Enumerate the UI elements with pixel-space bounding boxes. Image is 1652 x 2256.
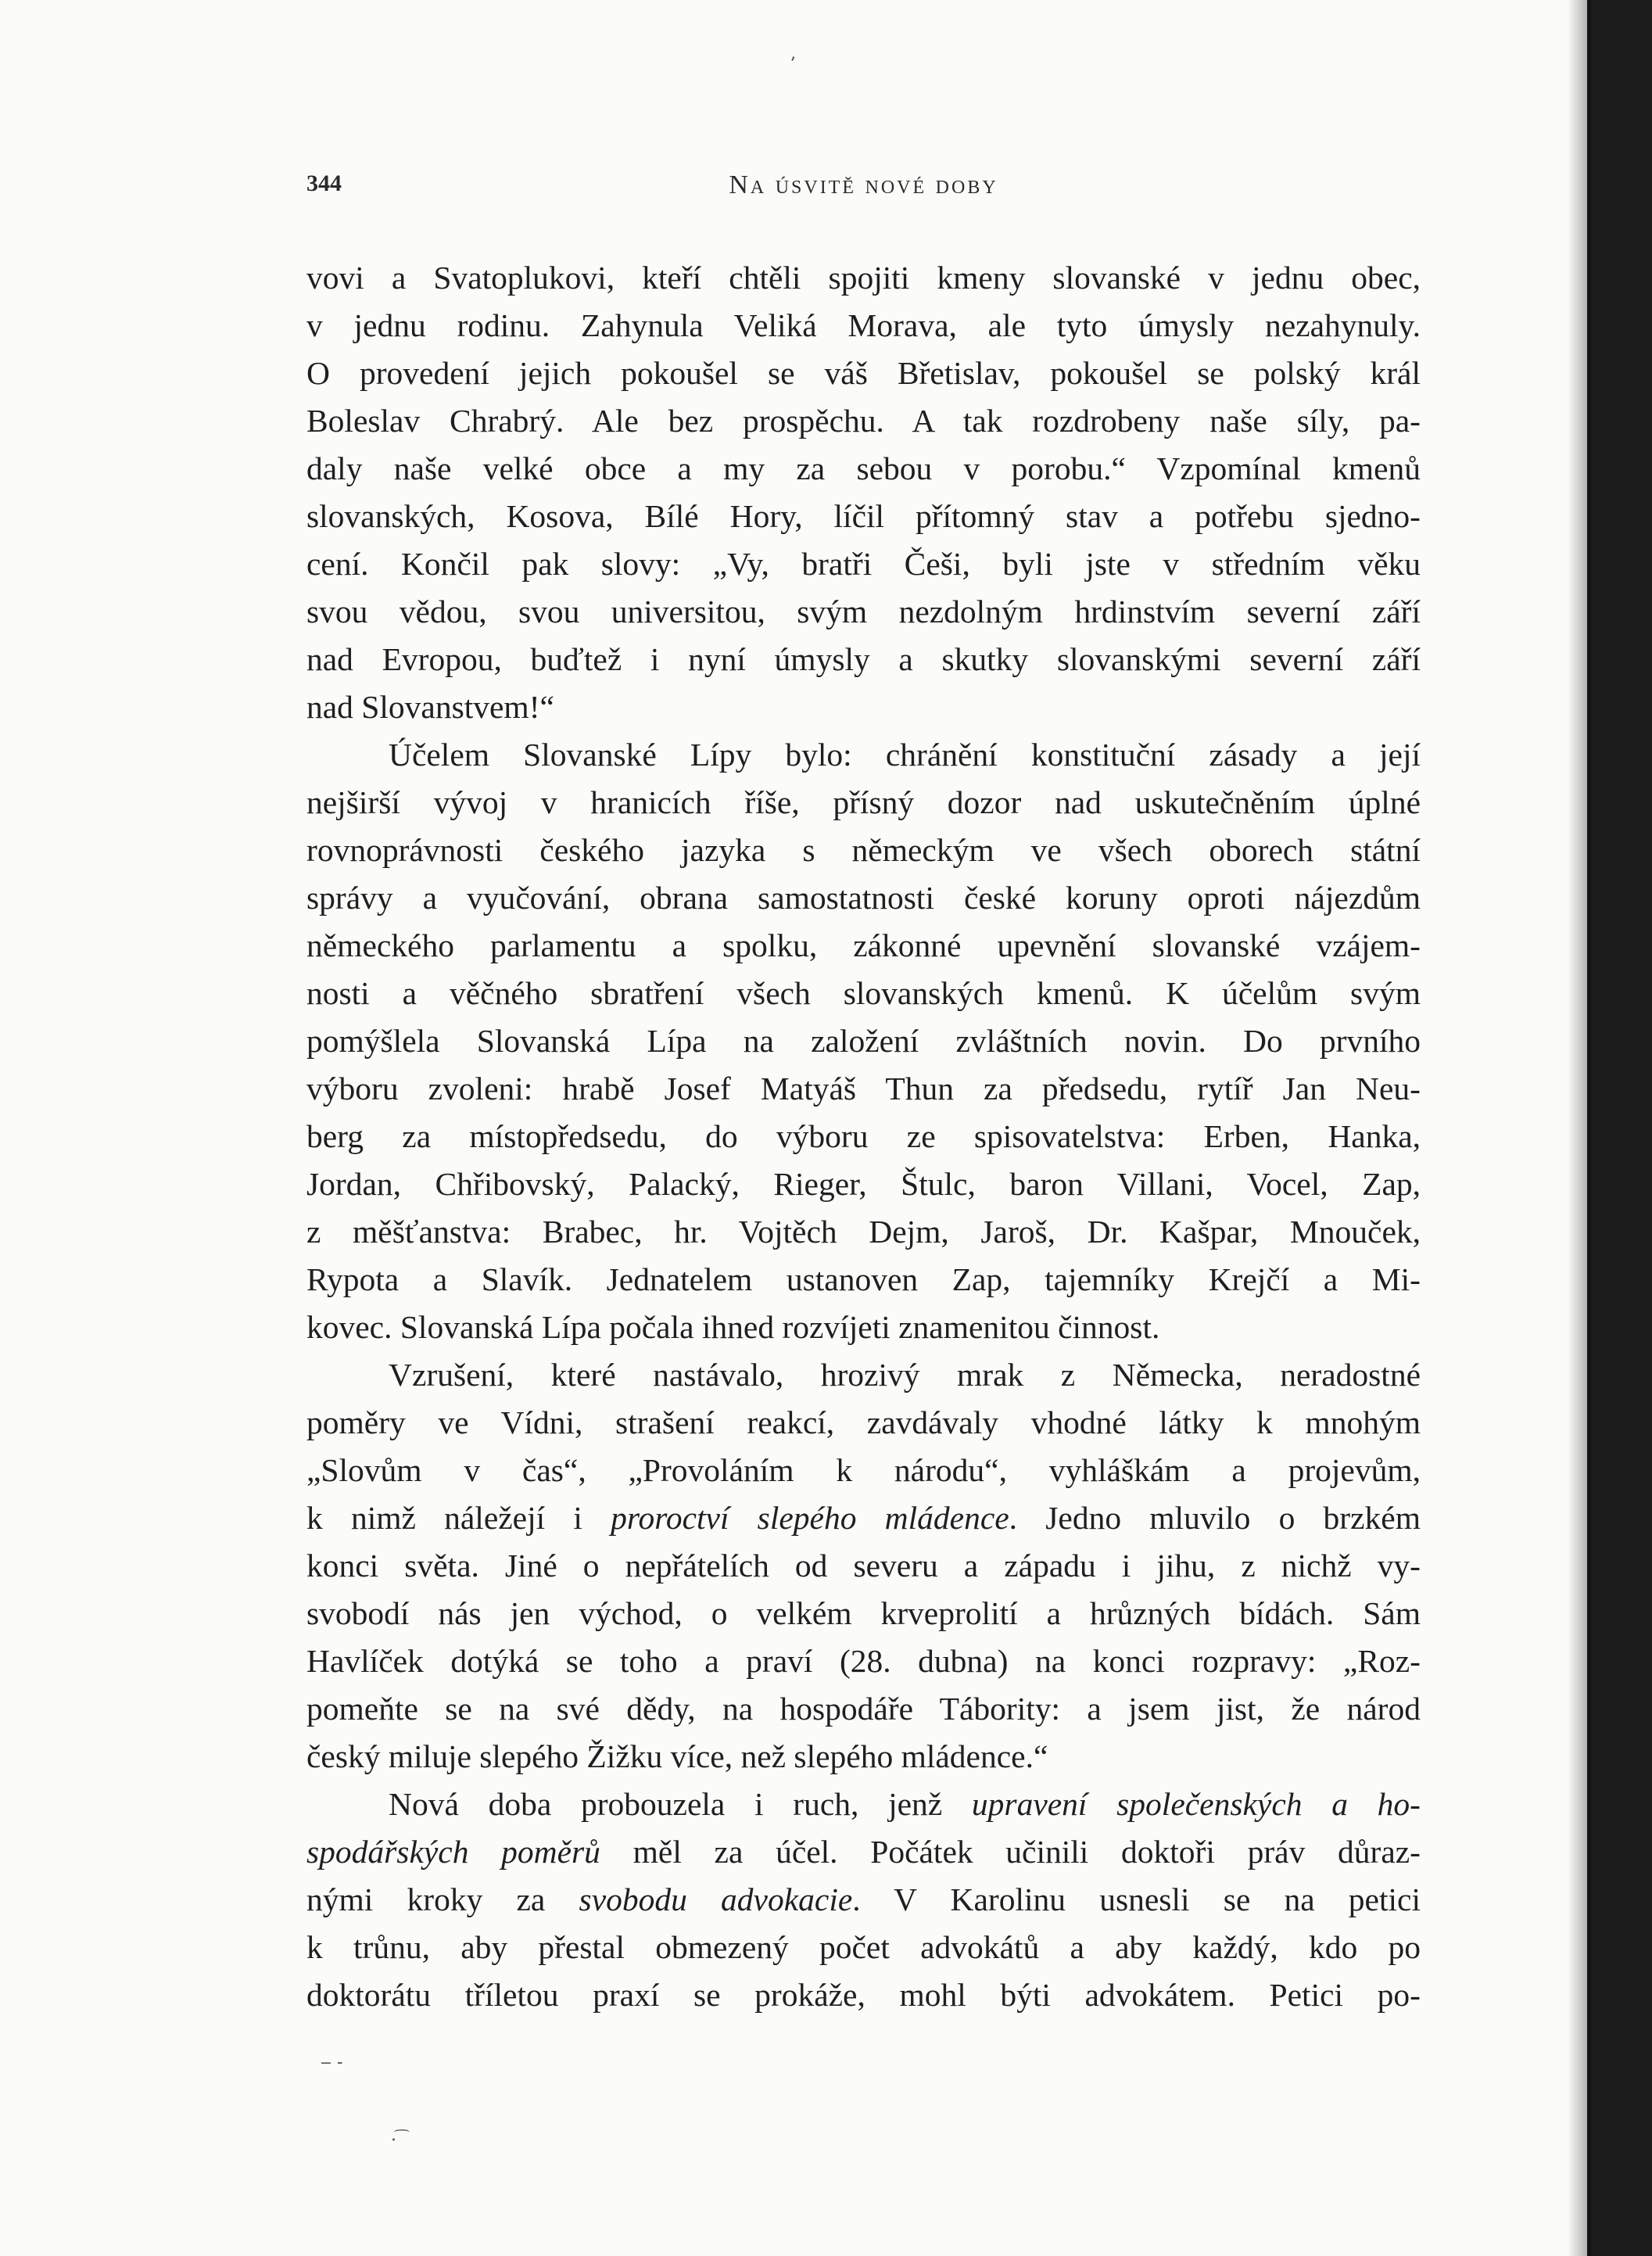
italic-phrase: proroctví slepého mládence — [611, 1500, 1009, 1536]
text-line: nad Evropou, buďtež i nyní úmysly a skutky slovanskými severní září — [306, 641, 1421, 677]
text-line: výboru zvoleni: hrabě Josef Matyáš Thun za předsedu, rytíř Jan Neu- — [306, 1071, 1421, 1106]
text-line: Havlíček dotýká se toho a praví (28. dubna) na konci rozpravy: „Roz- — [306, 1643, 1421, 1679]
text-line: kovec. Slovanská Lípa počala ihned rozvíjeti znamenitou činnost. — [306, 1309, 1160, 1345]
text-line: pomýšlela Slovanská Lípa na založení zvláštních novin. Do prvního — [306, 1023, 1421, 1059]
italic-phrase: upravení společenských a ho- — [971, 1786, 1421, 1822]
text-line: Vzrušení, které nastávalo, hrozivý mrak z Německa, neradostné — [389, 1357, 1421, 1393]
page-header — [306, 170, 1421, 210]
text-line: Jordan, Chřibovský, Palacký, Rieger, Štulc, baron Villani, Vocel, Zap, — [306, 1166, 1421, 1202]
text-line: Účelem Slovanské Lípy bylo: chránění konstituční zásady a její — [389, 737, 1421, 773]
text-line: v jednu rodinu. Zahynula Veliká Morava, ale tyto úmysly nezahynuly. — [306, 307, 1421, 343]
text-line: pomeňte se na své dědy, na hospodáře Tábority: a jsem jist, že národ — [306, 1691, 1421, 1727]
text-line: slovanských, Kosova, Bílé Hory, líčil přítomný stav a potřebu sjedno- — [306, 498, 1421, 534]
text-line: poměry ve Vídni, strašení reakcí, zavdávaly vhodné látky k mnohým — [306, 1404, 1421, 1440]
text-segment: k nimž náležejí i — [306, 1500, 611, 1536]
italic-phrase: svobodu advokacie — [579, 1881, 853, 1917]
text-line: svobodí nás jen východ, o velkém krveprolití a hrůzných bídách. Sám — [306, 1595, 1421, 1631]
text-line — [306, 1876, 1421, 1924]
italic-phrase: spodářských poměrů — [306, 1834, 600, 1870]
text-line — [306, 1828, 1421, 1876]
text-line: berg za místopředsedu, do výboru ze spisovatelstva: Erben, Hanka, — [306, 1118, 1421, 1154]
text-line: vovi a Svatoplukovi, kteří chtěli spojiti kmeny slovanské v jednu obec, — [306, 260, 1421, 296]
text-line: k trůnu, aby přestal obmezený počet advokátů a aby každý, kdo po — [306, 1929, 1421, 1965]
text-line: nad Slovanstvem!“ — [306, 689, 554, 725]
text-line: správy a vyučování, obrana samostatnosti české koruny oproti nájezdům — [306, 880, 1421, 916]
text-line: nejširší vývoj v hranicích říše, přísný dozor nad uskutečněním úplné — [306, 784, 1421, 820]
text-line: Boleslav Chrabrý. Ale bez prospěchu. A tak rozdrobeny naše síly, pa- — [306, 403, 1421, 439]
text-line: německého parlamentu a spolku, zákonné upevnění slovanské vzájem- — [306, 927, 1421, 963]
text-line: Rypota a Slavík. Jednatelem ustanoven Zap, tajemníky Krejčí a Mi- — [306, 1261, 1421, 1297]
text-line: z měšťanstva: Brabec, hr. Vojtěch Dejm, Jaroš, Dr. Kašpar, Mnouček, — [306, 1214, 1421, 1250]
running-title: Na úsvitě nové doby — [729, 170, 998, 199]
text-segment: měl za účel. Počátek učinili doktoři práv důraz- — [600, 1834, 1421, 1870]
scan-speck: ʼ — [790, 55, 795, 74]
scan-speck: ‒ ‑ — [321, 2053, 343, 2072]
text-segment: Nová doba probouzela i ruch, jenž — [389, 1786, 972, 1822]
text-line: daly naše velké obce a my za sebou v porobu.“ Vzpomínal kmenů — [306, 450, 1421, 486]
text-segment: . V Karolinu usnesli se na petici — [852, 1881, 1421, 1917]
text-line: „Slovům v čas“, „Provoláním k národu“, vyhláškám a projevům, — [306, 1452, 1421, 1488]
page-number: 344 — [306, 170, 342, 196]
text-line: konci světa. Jiné o nepřátelích od severu a západu i jihu, z nichž vy- — [306, 1548, 1421, 1584]
text-line: rovnoprávnosti českého jazyka s německým ve všech oborech státní — [306, 832, 1421, 868]
text-line: cení. Končil pak slovy: „Vy, bratři Češi, byli jste v středním věku — [306, 546, 1421, 582]
text-line: nosti a věčného sbratření všech slovanských kmenů. K účelům svým — [306, 975, 1421, 1011]
text-line: O provedení jejich pokoušel se váš Břetislav, pokoušel se polský král — [306, 355, 1421, 391]
text-line — [306, 1494, 1421, 1542]
text-line: doktorátu tříletou praxí se prokáže, mohl býti advokátem. Petici po- — [306, 1977, 1421, 2013]
page-edge-shadow — [1568, 0, 1591, 2256]
text-segment: nými kroky za — [306, 1881, 579, 1917]
text-line: svou vědou, svou universitou, svým nezdolným hrdinstvím severní září — [306, 594, 1421, 629]
text-segment: . Jedno mluvilo o brzkém — [1009, 1500, 1421, 1536]
scan-speck: · ͡ — [391, 2131, 402, 2150]
text-line: český miluje slepého Žižku více, než slepého mládence.“ — [306, 1738, 1048, 1774]
body-text — [306, 254, 1421, 2019]
text-line — [306, 1781, 1421, 1828]
